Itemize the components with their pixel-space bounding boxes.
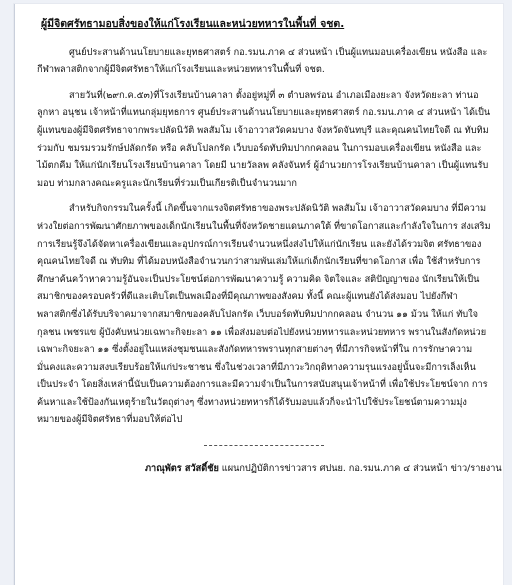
signature-divider <box>204 445 324 446</box>
document-page <box>14 4 503 585</box>
document-title: ผู้มีจิตศรัทธามอบสิ่งของให้แก่โรงเรียนและหน่วยทหารในพื้นที่ จชต. <box>41 18 345 30</box>
body-paragraph-1: สายวันที่(๒๙ก.ค.๕๓)ที่โรงเรียนบ้านคาลา ตั้งอยู่หมู่ที่ ๓ ตำบลพร่อน อำเภอเมืองยะลา จังหวัดยะลา ท่านอ ลูกหา อนุชน เจ้าหน้าที่แทนกลุ่มยุทธการ ศูนย์ประสานด้านนโยบายและยุทธศาสตร์ กอ.รมน.ภาค ๔ ส่วนหน้า ได้เป็นผู้แทนของผู้มีจิตศรัทธาจากพระปลัดนิวัติ พลสัมโม เจ้าอาวาสวัดคมบาง จังหวัดจันทบุรี และคุณคนไทยใจดี ณ ทับทิม ร่วมกับ ชมรมรวมรักษ์ปลัดกรัด หรือ คลับโปลกรัด เว็บบอร์ดทับทิมปากกคลอน ในการมอบเครื่องเขียน หนังสือ และไม้ตกคีม ให้แก่นักเรียนโรงเรียนบ้านคาลา โดยมี นายวัลลพ คลังจันทร์ ผู้อำนวยการโรงเรียนบ้านคาลา เป็นผู้แทนรับมอบ ท่ามกลางคณะครูและนักเรียนที่ร่วมเป็นเกียรติเป็นจำนวนมาก <box>37 89 491 189</box>
byline-name: ภาณุพัตร สวัสดิ์ชัย <box>145 463 219 475</box>
body-paragraph-2: สำหรับกิจกรรมในครั้งนี้ เกิดขึ้นจากแรงจิตศรัทธาของพระปลัดนิวัติ พลสัมโม เจ้าอาวาสวัดคมบาง ที่มีความห่วงใยต่อการพัฒนาศักยภาพของเด็กนักเรียนในพื้นที่จังหวัดชายแดนภาคใต้ ที่ขาดโอกาสและกำลังใจในการ ส่งเสริมการเรียนรู้จึงได้จัดหาเครื่องเขียนและอุปกรณ์การเรียนจำนวนหนึ่งส่งไปให้แก่นักเรียน และยังได้รวมจิต ศรัทธาของคุณคนไทยใจดี ณ ทับทิม ที่ได้มอบหนังสือจำนวนกว่าสามพันเล่มให้แก่เด็กนักเรียนที่ขาดโอกาส เพื่อ ใช้สำหรับการศึกษาค้นคว้าหาความรู้อันจะเป็นประโยชน์ต่อการพัฒนาความรู้ ความคิด จิตใจและ สติปัญญาของ นักเรียนให้เป็นสมาชิกของครอบครัวที่ดีและเติบโตเป็นพลเมืองที่มีคุณภาพของสังคม ทั้งนี้ คณะผู้แทนยังได้ส่งมอบ ไปยังกีฬาพลาสติกซึ่งได้รับบริจาคมาจากสมาชิกของคลับโปลกรัด เว็บบอร์ดทับทิมปากกคลอน จำนวน ๑๑ ม้วน ให้แก่ ทับใจ กุลชน เพชรแข ผู้บังคับหน่วยเฉพาะกิจยะลา ๑๑ เพื่อส่งมอบต่อไปยังหน่วยทหารและหน่วยทหาร พรานในสังกัดหน่วยเฉพาะกิจยะลา ๑๑ ซึ่งตั้งอยู่ในแหล่งชุมชนและสังกัดทหารพรานทุกสายต่างๆ ที่มีภารกิจหน้าที่ใน การรักษาความมั่นคงและความสงบเรียบร้อยให้แก่ประชาชน ซึ่งในช่วงเวลาที่มีภาวะวิกฤติทางความรุนแรงอยู่นั้นจะมีการเล็งเห็น เป็นประจำ โดยสิ่งเหล่านี้นับเป็นความต้องการและมีความจำเป็นในการสนับสนุนเจ้าหน้าที่ เพื่อใช้ประโยชน์จาก การค้นหาและใช้ป้องกันเหตุร้ายในวัตถุต่างๆ ซึ่งทางหน่วยทหารก็ได้รับมอบแล้วก็จะนำไปใช้ประโยชน์ตามความมุ่ง หมายของผู้มีจิตศรัทธาที่มอบให้ต่อไป <box>37 203 491 426</box>
intro-paragraph: ศูนย์ประสานด้านนโยบายและยุทธศาสตร์ กอ.รมน.ภาค ๔ ส่วนหน้า เป็นผู้แทนมอบเครื่องเขียน หนังสือ และกีฬาพลาสติกจากผู้มีจิตศรัทธาให้แก่โรงเรียนและหน่วยทหารในพื้นที่ จชต. <box>37 46 488 76</box>
byline-org: แผนกปฏิบัติการข่าวสาร ศปนย. กอ.รมน.ภาค ๔ ส่วนหน้า ข่าว/รายงาน <box>221 463 502 475</box>
document-body <box>37 16 502 478</box>
byline <box>37 460 502 478</box>
right-margin-strip <box>504 0 510 585</box>
